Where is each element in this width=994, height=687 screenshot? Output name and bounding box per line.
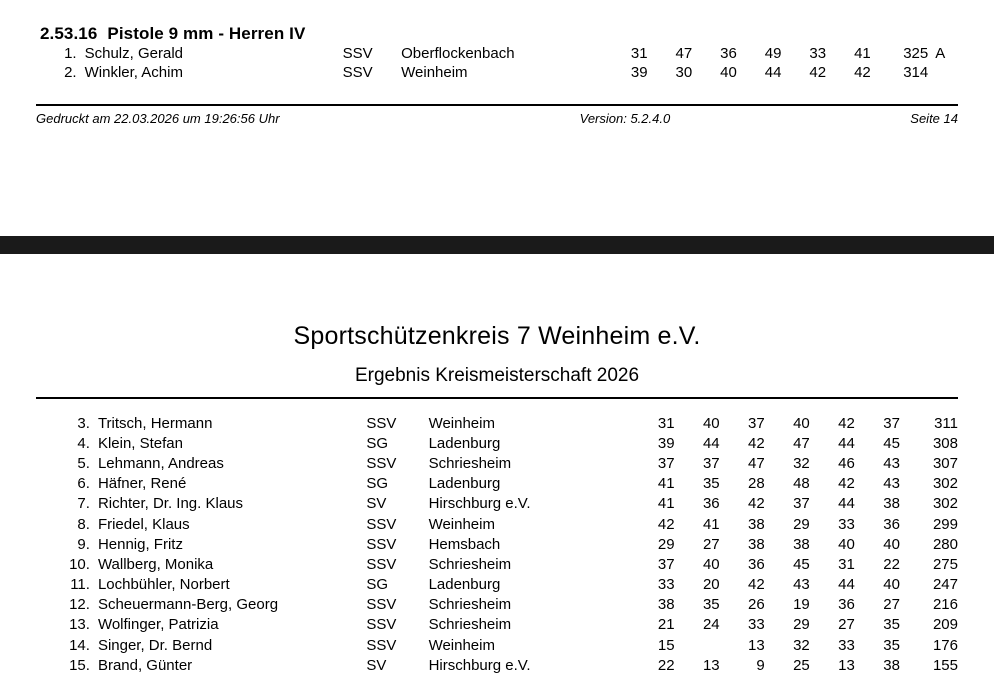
cell-name: Winkler, Achim <box>84 64 183 81</box>
cell-place: Schriesheim <box>428 596 512 614</box>
cell-rank: 14. <box>69 636 90 654</box>
cell-series-6: 45 <box>883 434 900 452</box>
cell-rank: 12. <box>69 596 90 614</box>
table-row <box>36 635 958 655</box>
cell-flag <box>928 63 958 82</box>
cell-club: SSV <box>366 515 397 533</box>
cell-flag: A <box>935 45 946 62</box>
cell-series-6: 35 <box>883 636 900 654</box>
cell-club: SSV <box>366 414 397 432</box>
cell-series-5: 33 <box>809 45 827 62</box>
page-footer <box>36 106 958 126</box>
cell-name: Richter, Dr. Ing. Klaus <box>97 495 244 513</box>
cell-series-4: 29 <box>793 616 810 634</box>
cell-place: Schriesheim <box>428 555 512 573</box>
table-row <box>36 534 958 554</box>
cell-series-5: 44 <box>838 576 855 594</box>
cell-name: Wolfinger, Patrizia <box>97 616 219 634</box>
cell-rank: 15. <box>69 656 90 674</box>
cell-series-6: 40 <box>883 576 900 594</box>
cell-rank: 11. <box>70 576 90 594</box>
cell-total: 216 <box>932 596 958 614</box>
cell-series-1: 21 <box>657 616 675 634</box>
footer-version-text: Version: 5.2.4.0 <box>579 111 671 126</box>
cell-series-6: 27 <box>883 596 900 614</box>
cell-place: Ladenburg <box>428 576 501 594</box>
cell-series-4: 40 <box>793 414 810 432</box>
cell-name: Lehmann, Andreas <box>97 454 224 472</box>
cell-total: 325 <box>903 45 929 62</box>
cell-total: 302 <box>932 475 958 493</box>
cell-club: SV <box>366 495 387 513</box>
cell-series-6: 22 <box>883 555 900 573</box>
cell-place: Hirschburg e.V. <box>428 656 531 674</box>
cell-series-2: 35 <box>702 596 720 614</box>
cell-club: SSV <box>366 616 397 634</box>
cell-series-3: 42 <box>748 495 765 513</box>
table-row <box>36 575 958 595</box>
cell-total: 302 <box>932 495 958 513</box>
cell-series-6: 43 <box>883 475 900 493</box>
cell-series-6: 38 <box>883 495 900 513</box>
cell-series-4: 48 <box>793 475 810 493</box>
cell-series-2 <box>675 635 720 655</box>
table-row <box>36 554 958 574</box>
cell-rank: 2. <box>64 64 77 81</box>
cell-series-6: 35 <box>883 616 900 634</box>
results-table-page-one <box>36 44 958 82</box>
cell-series-4: 49 <box>764 45 782 62</box>
cell-series-1: 41 <box>657 475 675 493</box>
cell-name: Schulz, Gerald <box>84 45 183 62</box>
cell-series-4: 38 <box>793 535 810 553</box>
results-table-page-two <box>36 413 958 675</box>
cell-series-1: 41 <box>657 495 675 513</box>
section-title-text: Pistole 9 mm - Herren IV <box>107 24 306 43</box>
cell-series-4: 32 <box>793 636 810 654</box>
cell-place: Weinheim <box>428 414 495 432</box>
cell-series-2: 27 <box>702 535 720 553</box>
footer-page-number: Seite 14 <box>910 111 958 126</box>
cell-series-1: 15 <box>657 636 675 654</box>
cell-name: Klein, Stefan <box>97 434 183 452</box>
cell-series-2: 40 <box>702 414 720 432</box>
cell-series-4: 45 <box>793 555 810 573</box>
page-title: Sportschützenkreis 7 Weinheim e.V. <box>293 322 701 350</box>
cell-club: SV <box>366 656 387 674</box>
cell-total: 209 <box>932 616 958 634</box>
cell-series-2: 37 <box>702 454 720 472</box>
cell-club: SSV <box>342 64 373 81</box>
cell-club: SG <box>366 475 389 493</box>
cell-series-1: 29 <box>657 535 675 553</box>
cell-total: 280 <box>932 535 958 553</box>
cell-club: SSV <box>366 535 397 553</box>
cell-name: Tritsch, Hermann <box>97 414 213 432</box>
cell-series-3: 37 <box>748 414 765 432</box>
cell-club: SSV <box>366 596 397 614</box>
table-row <box>36 413 958 433</box>
cell-series-5: 44 <box>838 495 855 513</box>
cell-series-4: 47 <box>793 434 810 452</box>
cell-series-6: 36 <box>883 515 900 533</box>
cell-series-5: 42 <box>838 414 855 432</box>
cell-series-5: 36 <box>838 596 855 614</box>
cell-series-2: 47 <box>675 45 693 62</box>
cell-name: Wallberg, Monika <box>97 555 214 573</box>
cell-series-4: 37 <box>793 495 810 513</box>
cell-rank: 4. <box>77 434 90 452</box>
cell-place: Schriesheim <box>428 616 512 634</box>
cell-series-2: 35 <box>702 475 720 493</box>
cell-total: 314 <box>903 64 929 81</box>
cell-series-2: 20 <box>702 576 720 594</box>
clipped-text-line <box>36 0 958 10</box>
cell-club: SSV <box>366 555 397 573</box>
cell-rank: 7. <box>77 495 90 513</box>
table-row <box>36 453 958 473</box>
cell-series-1: 42 <box>657 515 675 533</box>
cell-series-3: 47 <box>748 454 765 472</box>
cell-place: Hemsbach <box>428 535 501 553</box>
cell-place: Schriesheim <box>428 454 512 472</box>
cell-club: SG <box>366 434 389 452</box>
cell-rank: 6. <box>77 475 90 493</box>
cell-series-6: 42 <box>854 64 871 81</box>
cell-series-4: 44 <box>764 64 782 81</box>
cell-place: Weinheim <box>401 64 468 81</box>
cell-series-3: 13 <box>748 636 765 654</box>
cell-series-2: 40 <box>702 555 720 573</box>
cell-total: 155 <box>932 656 958 674</box>
cell-series-1: 22 <box>657 656 675 674</box>
cell-series-3: 26 <box>748 596 765 614</box>
table-row <box>36 615 958 635</box>
cell-rank: 5. <box>77 454 90 472</box>
cell-series-4: 25 <box>793 656 810 674</box>
cell-series-5: 42 <box>809 64 827 81</box>
cell-series-1: 38 <box>657 596 675 614</box>
cell-series-1: 37 <box>657 454 675 472</box>
cell-series-3: 36 <box>720 45 737 62</box>
cell-series-3: 36 <box>748 555 765 573</box>
cell-series-4: 32 <box>793 454 810 472</box>
cell-series-2: 24 <box>702 616 720 634</box>
cell-total: 247 <box>932 576 958 594</box>
cell-rank: 1. <box>64 45 77 62</box>
cell-series-6: 38 <box>883 656 900 674</box>
cell-series-2: 44 <box>702 434 720 452</box>
cell-series-5: 13 <box>838 656 855 674</box>
cell-series-3: 42 <box>748 434 765 452</box>
cell-series-5: 33 <box>838 636 855 654</box>
cell-total: 176 <box>932 636 958 654</box>
cell-series-3: 42 <box>748 576 765 594</box>
cell-series-1: 37 <box>657 555 675 573</box>
cell-series-3: 38 <box>748 515 765 533</box>
cell-place: Weinheim <box>428 636 495 654</box>
cell-series-1: 39 <box>657 434 675 452</box>
cell-series-4: 43 <box>793 576 810 594</box>
table-row <box>36 494 958 514</box>
results-body <box>36 44 958 82</box>
cell-series-3: 33 <box>748 616 765 634</box>
cell-series-2: 36 <box>702 495 720 513</box>
cell-series-2: 41 <box>702 515 720 533</box>
cell-total: 275 <box>932 555 958 573</box>
cell-series-6: 37 <box>883 414 900 432</box>
table-row <box>36 595 958 615</box>
cell-rank: 9. <box>77 535 90 553</box>
cell-place: Ladenburg <box>428 434 501 452</box>
cell-rank: 10. <box>69 555 90 573</box>
cell-series-3: 40 <box>720 64 737 81</box>
cell-series-5: 27 <box>838 616 855 634</box>
cell-series-3: 28 <box>748 475 765 493</box>
cell-name: Hennig, Fritz <box>97 535 183 553</box>
cell-name: Lochbühler, Norbert <box>97 576 230 594</box>
section-number: 2.53.16 <box>40 24 98 43</box>
header-divider <box>36 397 958 399</box>
cell-series-5: 42 <box>838 475 855 493</box>
cell-series-5: 31 <box>838 555 855 573</box>
cell-place: Hirschburg e.V. <box>428 495 531 513</box>
table-row <box>36 63 958 82</box>
cell-series-6: 41 <box>854 45 871 62</box>
cell-total: 299 <box>932 515 958 533</box>
cell-series-5: 40 <box>838 535 855 553</box>
page-subtitle: Ergebnis Kreismeisterschaft 2026 <box>354 365 640 386</box>
cell-rank: 8. <box>77 515 90 533</box>
cell-series-5: 44 <box>838 434 855 452</box>
cell-name: Scheuermann-Berg, Georg <box>97 596 279 614</box>
cell-series-5: 33 <box>838 515 855 533</box>
footer-printed-text: Gedruckt am 22.03.2026 um 19:26:56 Uhr <box>36 111 280 126</box>
cell-series-1: 33 <box>657 576 675 594</box>
cell-series-6: 43 <box>883 454 900 472</box>
cell-series-3: 38 <box>748 535 765 553</box>
table-row <box>36 514 958 534</box>
table-row <box>36 655 958 675</box>
document-page-current <box>0 254 994 687</box>
section-heading <box>40 24 958 44</box>
cell-place: Oberflockenbach <box>401 45 515 62</box>
cell-rank: 3. <box>77 414 90 432</box>
cell-place: Weinheim <box>428 515 495 533</box>
cell-name: Häfner, René <box>97 475 187 493</box>
cell-series-1: 39 <box>630 64 648 81</box>
cell-series-5: 46 <box>838 454 855 472</box>
cell-total: 311 <box>934 414 958 432</box>
cell-rank: 13. <box>69 616 90 634</box>
cell-club: SSV <box>342 45 373 62</box>
cell-series-3: 9 <box>756 656 765 674</box>
cell-name: Friedel, Klaus <box>97 515 190 533</box>
table-row <box>36 474 958 494</box>
cell-name: Singer, Dr. Bernd <box>97 636 213 654</box>
cell-club: SG <box>366 576 389 594</box>
cell-total: 308 <box>932 434 958 452</box>
cell-series-6: 40 <box>883 535 900 553</box>
cell-series-4: 19 <box>793 596 810 614</box>
document-page-previous <box>0 0 994 236</box>
results-body <box>36 413 958 675</box>
cell-total: 307 <box>932 454 958 472</box>
table-row <box>36 44 958 63</box>
cell-series-1: 31 <box>630 45 648 62</box>
cell-club: SSV <box>366 454 397 472</box>
cell-series-2: 13 <box>702 656 720 674</box>
cell-series-4: 29 <box>793 515 810 533</box>
cell-series-1: 31 <box>657 414 675 432</box>
cell-name: Brand, Günter <box>97 656 193 674</box>
cell-club: SSV <box>366 636 397 654</box>
cell-place: Ladenburg <box>428 475 501 493</box>
cell-series-2: 30 <box>675 64 693 81</box>
page-break-separator <box>0 236 994 254</box>
table-row <box>36 433 958 453</box>
